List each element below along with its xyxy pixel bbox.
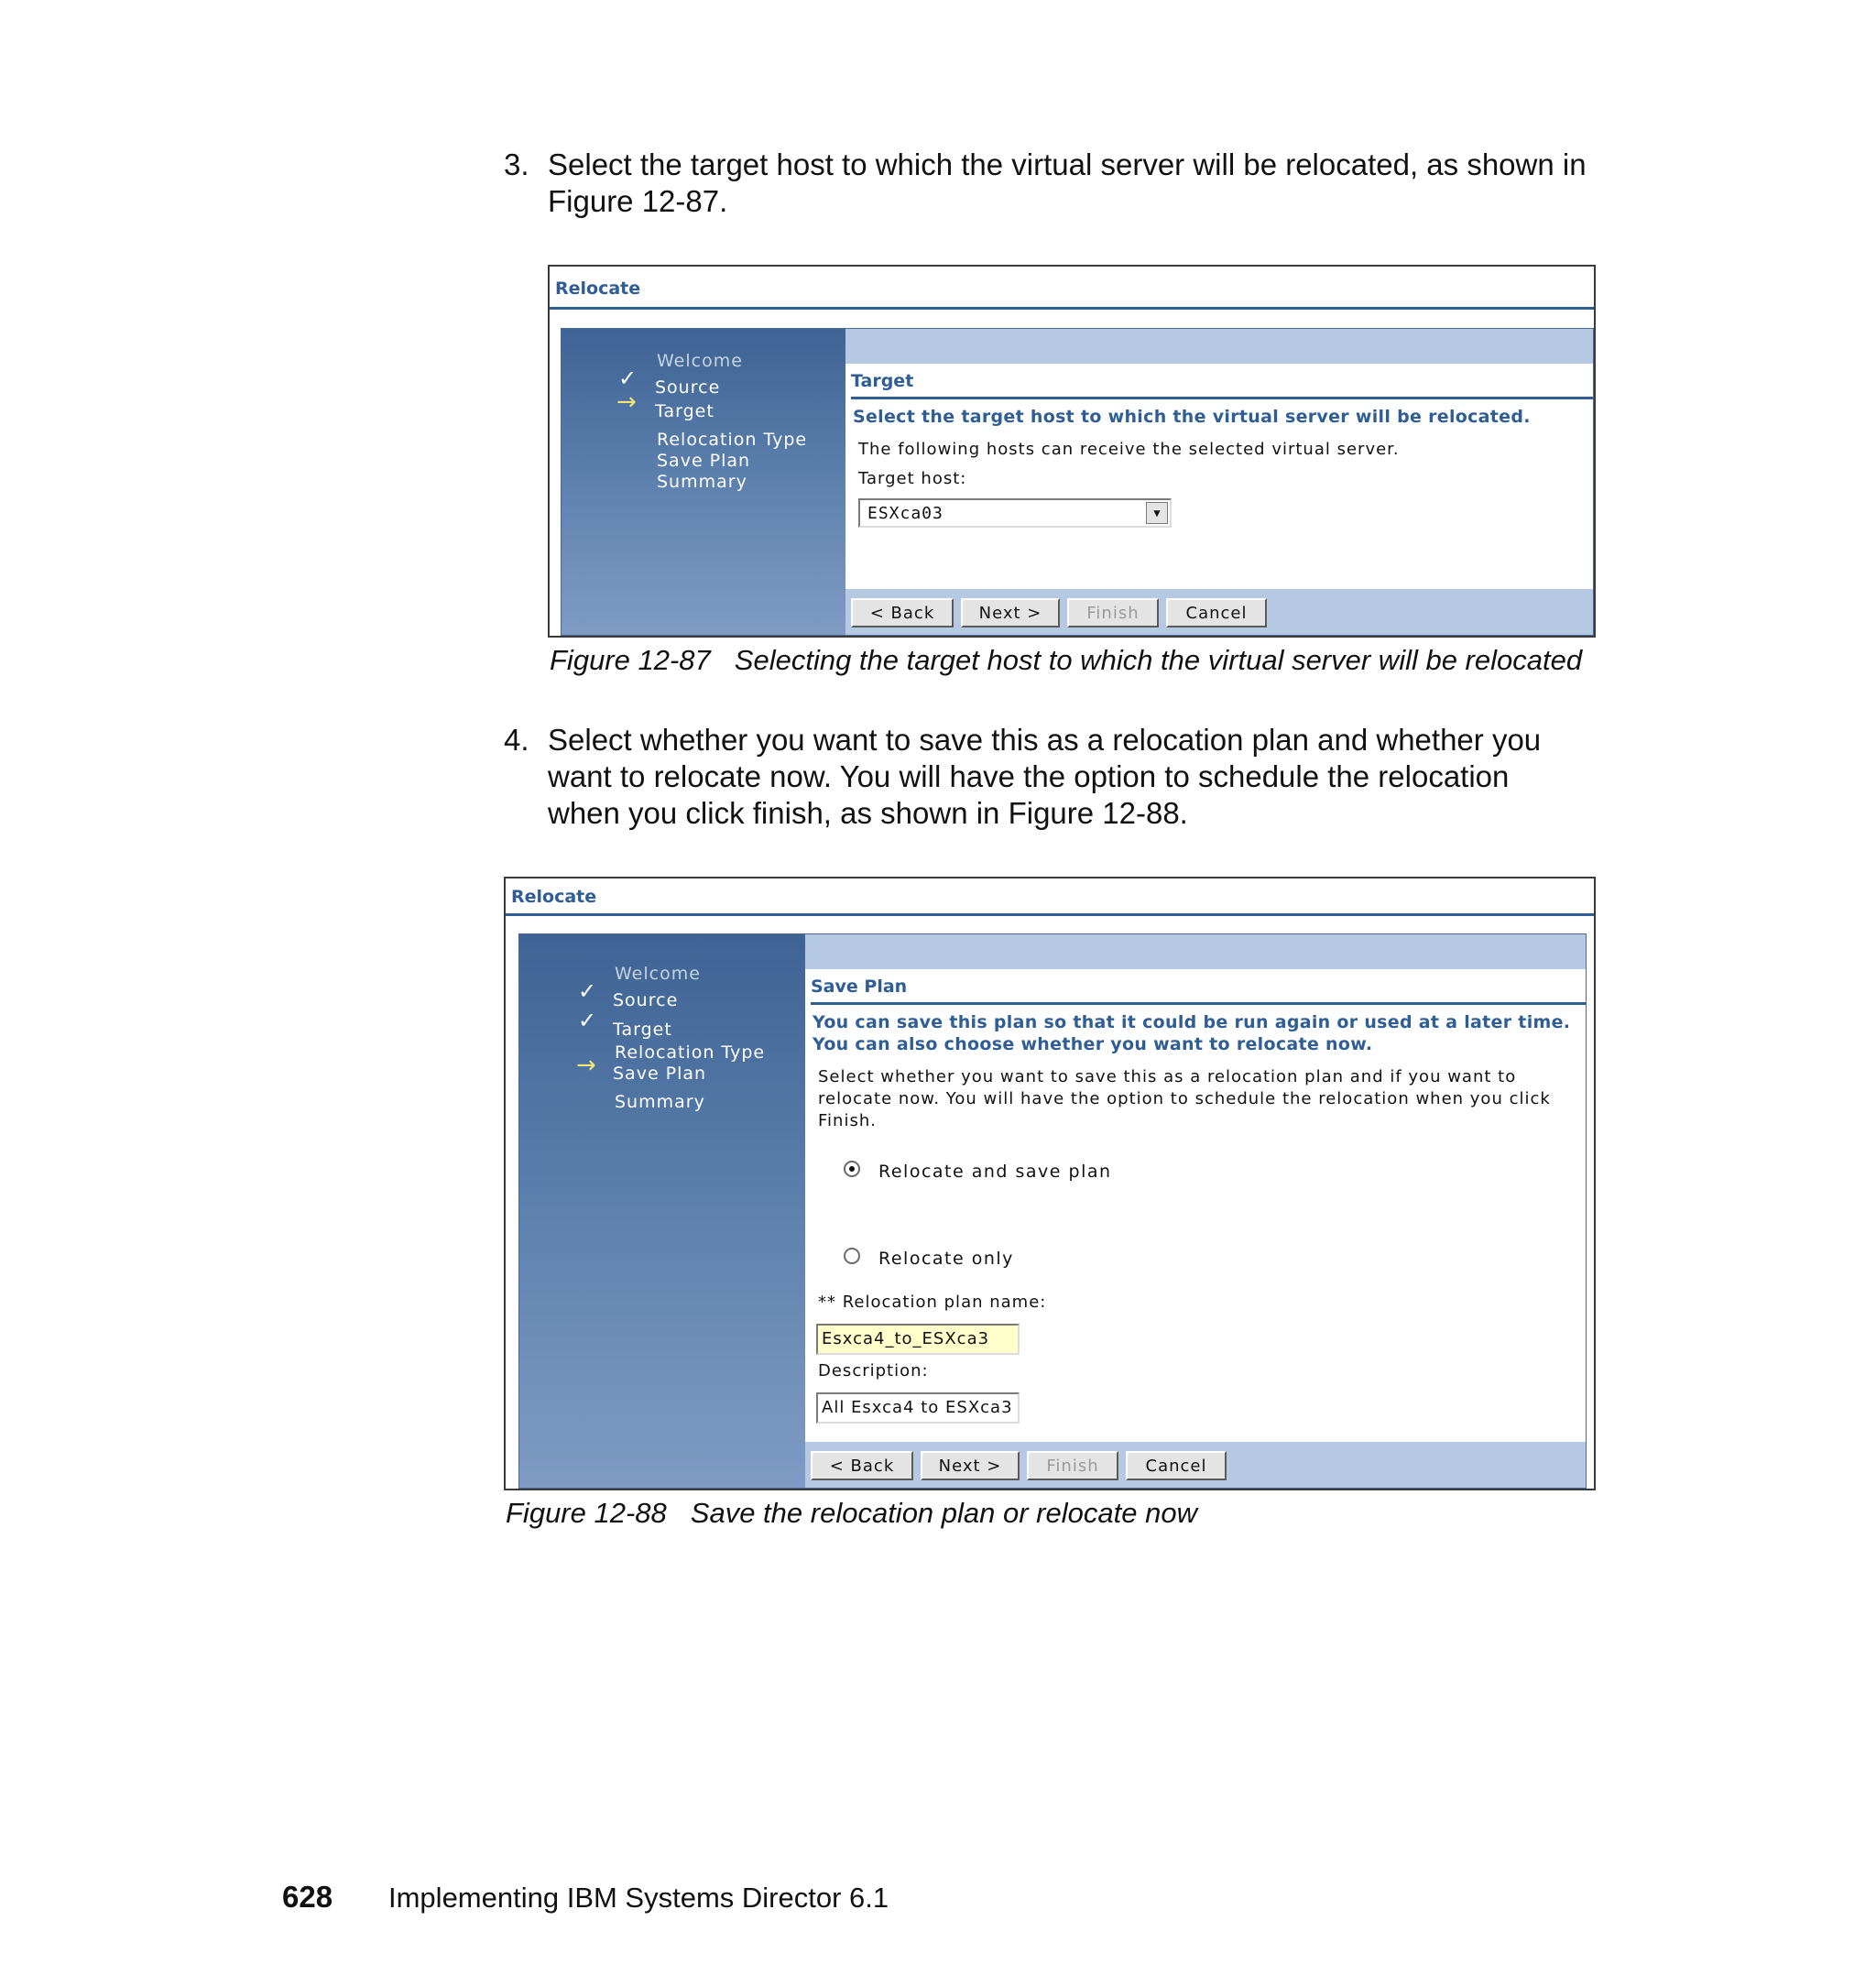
figure-caption-text: Selecting the target host to which the virtual server will be relocated bbox=[734, 644, 1583, 676]
dropdown-arrow-icon[interactable]: ▼ bbox=[1146, 502, 1168, 524]
relocate-window-save-plan bbox=[504, 877, 1596, 1490]
relocate-only-label: Relocate only bbox=[878, 1249, 1014, 1269]
nav-item-welcome[interactable]: Welcome bbox=[657, 351, 743, 371]
section-body: Select whether you want to save this as a relocation plan and if you want to relocate now. You will have the option to schedule the relocation when you click Finish. bbox=[818, 1067, 1551, 1130]
back-button[interactable]: < Back bbox=[811, 1451, 913, 1480]
figure-caption bbox=[506, 1497, 1197, 1530]
step-line: want to relocate now. You will have the option to schedule the relocation bbox=[548, 759, 1510, 793]
nav-item-target[interactable]: Target bbox=[655, 401, 714, 421]
nav-item-source[interactable]: Source bbox=[613, 990, 679, 1010]
wizard-nav bbox=[562, 329, 845, 635]
figure-caption bbox=[550, 644, 1582, 677]
relocate-and-save-radio[interactable] bbox=[844, 1161, 860, 1177]
step-line: Figure 12-87. bbox=[548, 184, 728, 218]
content-header-band bbox=[805, 934, 1586, 969]
description-label: Description: bbox=[818, 1361, 929, 1380]
next-button[interactable]: Next > bbox=[921, 1451, 1020, 1480]
wizard-nav bbox=[519, 934, 805, 1488]
current-step-arrow-icon: → bbox=[576, 1052, 596, 1079]
target-host-value: ESXca03 bbox=[867, 504, 943, 523]
section-body: The following hosts can receive the selected virtual server. bbox=[858, 440, 1400, 459]
nav-item-relocation-type[interactable]: Relocation Type bbox=[657, 430, 808, 450]
nav-item-welcome[interactable]: Welcome bbox=[615, 964, 701, 984]
step-text bbox=[548, 147, 1587, 220]
section-divider bbox=[811, 1002, 1586, 1005]
target-host-select[interactable] bbox=[858, 498, 1172, 528]
window-titlebar bbox=[506, 878, 1594, 916]
nav-item-target[interactable]: Target bbox=[613, 1020, 672, 1040]
cancel-button[interactable]: Cancel bbox=[1126, 1451, 1227, 1480]
checkmark-icon: ✓ bbox=[578, 1008, 597, 1033]
wizard-panel bbox=[518, 933, 1587, 1489]
section-divider bbox=[851, 397, 1593, 399]
wizard-content bbox=[805, 934, 1586, 1488]
button-bar bbox=[805, 1442, 1586, 1488]
finish-button[interactable]: Finish bbox=[1067, 598, 1159, 627]
section-lead-line: You can also choose whether you want to relocate now. bbox=[813, 1034, 1373, 1054]
plan-name-input[interactable]: Esxca4_to_ESXca3 bbox=[816, 1324, 1020, 1355]
button-bar bbox=[845, 589, 1593, 635]
nav-item-summary[interactable]: Summary bbox=[657, 472, 747, 492]
step-line: when you click finish, as shown in Figure 12-88. bbox=[548, 796, 1188, 830]
back-button[interactable]: < Back bbox=[851, 598, 954, 627]
wizard-content bbox=[845, 329, 1593, 635]
window-titlebar bbox=[550, 267, 1594, 310]
figure-number: Figure 12-88 bbox=[506, 1497, 667, 1529]
relocate-and-save-label: Relocate and save plan bbox=[878, 1162, 1112, 1182]
nav-item-save-plan[interactable]: Save Plan bbox=[613, 1064, 707, 1084]
figure-caption-text: Save the relocation plan or relocate now bbox=[690, 1497, 1197, 1529]
window-title: Relocate bbox=[511, 887, 597, 907]
step-number: 3. bbox=[504, 147, 529, 181]
cancel-button[interactable]: Cancel bbox=[1166, 598, 1267, 627]
nav-item-relocation-type[interactable]: Relocation Type bbox=[615, 1042, 766, 1063]
book-title: Implementing IBM Systems Director 6.1 bbox=[388, 1882, 889, 1914]
description-input[interactable]: All Esxca4 to ESXca3 bbox=[816, 1392, 1020, 1424]
relocate-only-radio[interactable] bbox=[844, 1248, 860, 1264]
step-number: 4. bbox=[504, 723, 529, 757]
finish-button[interactable]: Finish bbox=[1027, 1451, 1118, 1480]
wizard-panel bbox=[561, 328, 1594, 636]
section-lead-line: You can save this plan so that it could be run again or used at a later time. bbox=[813, 1012, 1571, 1032]
next-button[interactable]: Next > bbox=[961, 598, 1060, 627]
step-text bbox=[548, 722, 1541, 832]
figure-number: Figure 12-87 bbox=[550, 644, 711, 676]
content-header-band bbox=[845, 329, 1593, 364]
page-number: 628 bbox=[282, 1880, 333, 1914]
plan-name-label: ** Relocation plan name: bbox=[818, 1293, 1047, 1312]
checkmark-icon: ✓ bbox=[618, 366, 638, 391]
checkmark-icon: ✓ bbox=[578, 978, 597, 1004]
step-line: Select whether you want to save this as a relocation plan and whether you bbox=[548, 723, 1542, 757]
section-lead bbox=[813, 1011, 1573, 1055]
nav-item-source[interactable]: Source bbox=[655, 377, 721, 398]
nav-item-summary[interactable]: Summary bbox=[615, 1092, 705, 1112]
relocate-window-target bbox=[548, 265, 1596, 638]
section-lead: Select the target host to which the virtual server will be relocated. bbox=[853, 407, 1531, 427]
section-title: Target bbox=[851, 371, 914, 391]
current-step-arrow-icon: → bbox=[616, 388, 637, 416]
nav-item-save-plan[interactable]: Save Plan bbox=[657, 451, 751, 471]
step-line: Select the target host to which the virtual server will be relocated, as shown in bbox=[548, 147, 1587, 181]
window-title: Relocate bbox=[555, 278, 641, 299]
section-title: Save Plan bbox=[811, 977, 908, 997]
target-host-label: Target host: bbox=[858, 469, 967, 488]
